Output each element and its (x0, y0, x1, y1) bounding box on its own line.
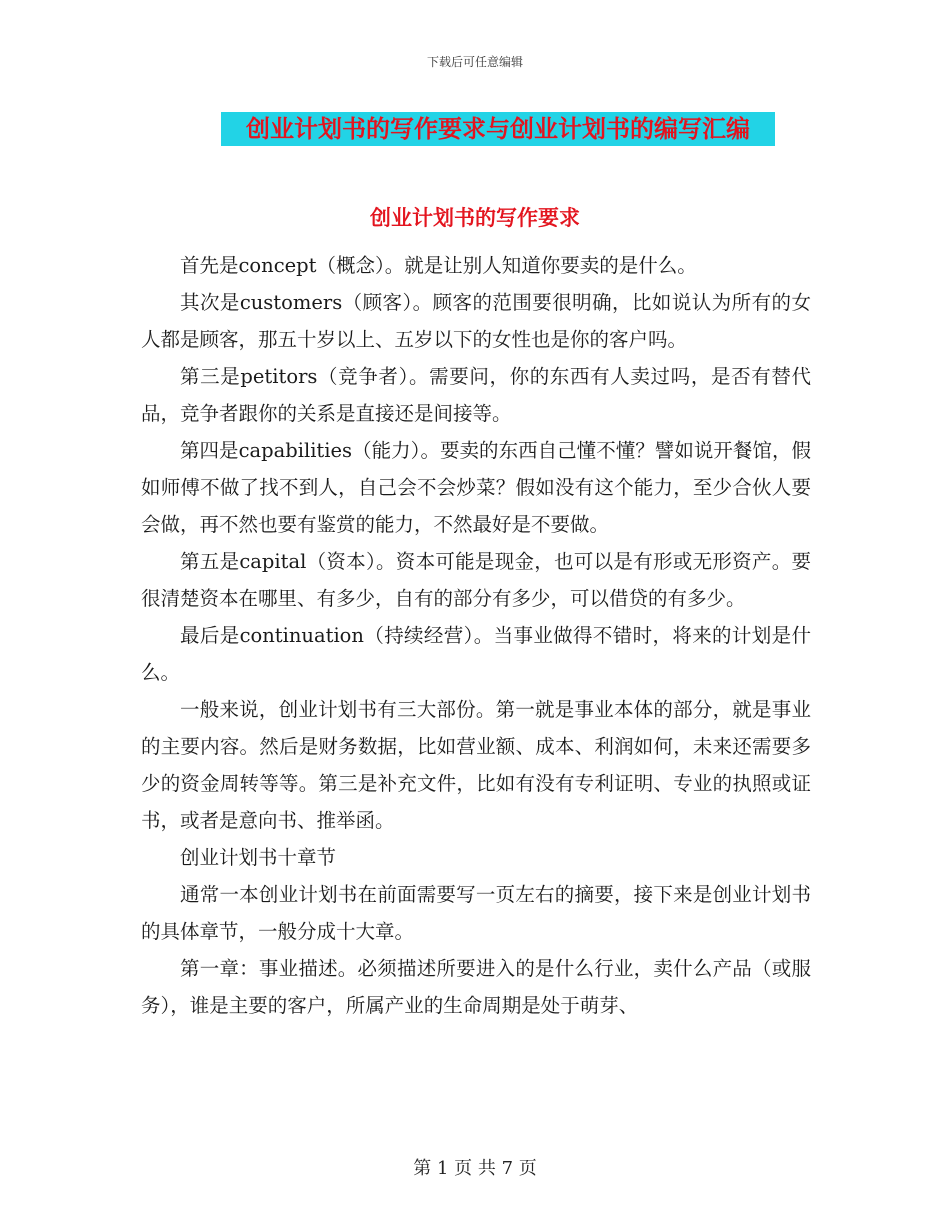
paragraph-continuation: 最后是continuation（持续经营）。当事业做得不错时，将来的计划是什么。 (141, 624, 811, 684)
section-title: 创业计划书的写作要求 (370, 206, 580, 230)
header-note: 下载后可任意编辑 (426, 55, 523, 69)
document-body (141, 247, 811, 1024)
page-footer: 第 1 页 共 7 页 (413, 1158, 537, 1179)
paragraph-customers: 其次是customers（顾客）。顾客的范围要很明确，比如说认为所有的女人都是顾客，那五十岁以上、五岁以下的女性也是你的客户吗。 (141, 291, 811, 351)
paragraph-concept: 首先是concept（概念）。就是让别人知道你要卖的是什么。 (180, 254, 697, 277)
paragraph-summary: 通常一本创业计划书在前面需要写一页左右的摘要，接下来是创业计划书的具体章节，一般分成十大章。 (141, 883, 811, 943)
paragraph-three-parts: 一般来说，创业计划书有三大部份。第一就是事业本体的部分，就是事业的主要内容。然后是财务数据，比如营业额、成本、利润如何，未来还需要多少的资金周转等等。第三是补充文件，比如有没有专利证明、专业的执照或证书，或者是意向书、推举函。 (141, 698, 811, 832)
paragraph-capital: 第五是capital（资本）。资本可能是现金，也可以是有形或无形资产。要很清楚资本在哪里、有多少，自有的部分有多少，可以借贷的有多少。 (141, 550, 811, 610)
document-title: 创业计划书的写作要求与创业计划书的编写汇编 (221, 112, 775, 146)
paragraph-competitors: 第三是petitors（竞争者）。需要问，你的东西有人卖过吗，是否有替代品，竞争者跟你的关系是直接还是间接等。 (141, 365, 811, 425)
paragraph-ten-chapters-heading: 创业计划书十章节 (180, 846, 337, 869)
paragraph-chapter-one: 第一章：事业描述。必须描述所要进入的是什么行业，卖什么产品（或服务），谁是主要的客户，所属产业的生命周期是处于萌芽、 (141, 957, 811, 1017)
paragraph-capabilities: 第四是capabilities（能力）。要卖的东西自己懂不懂？譬如说开餐馆，假如师傅不做了找不到人，自己会不会炒菜？假如没有这个能力，至少合伙人要会做，再不然也要有鉴赏的能力，不然最好是不要做。 (141, 439, 811, 536)
